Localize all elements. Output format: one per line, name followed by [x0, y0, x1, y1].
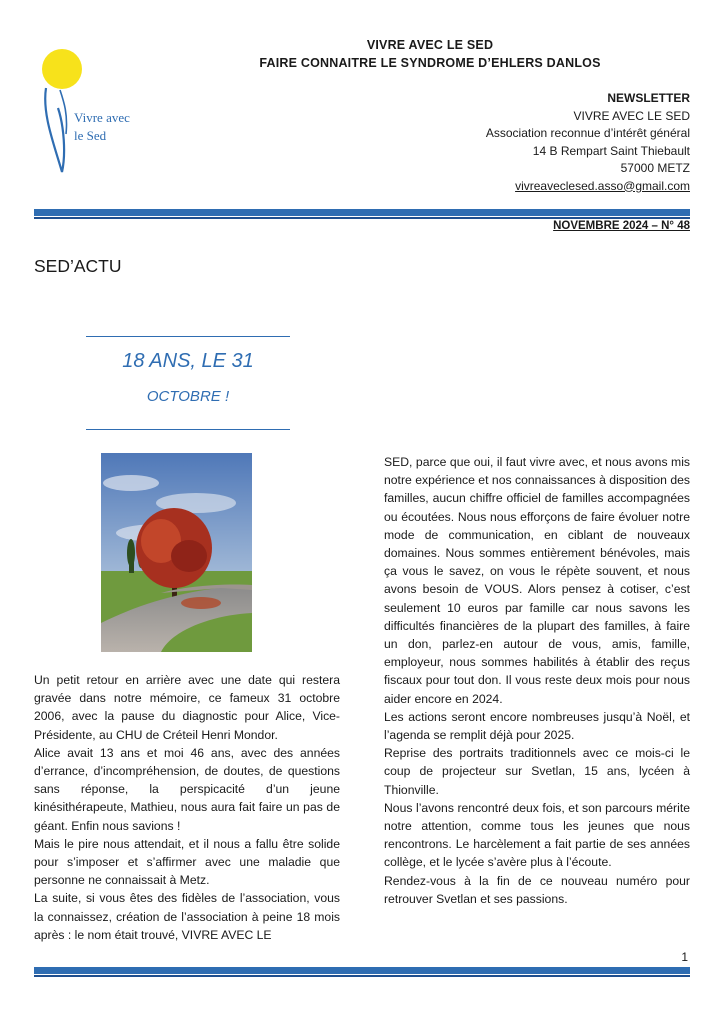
header-divider-thin — [34, 217, 690, 219]
logo-text-line2: le Sed — [74, 128, 107, 143]
paragraph: SED, parce que oui, il faut vivre avec, et nous avons mis notre expérience et nos connaissances à disposition des familles, aucun chiffre officiel de familles accompagnées ou écoutées. Nous nous efforçons de faire évoluer notre mode de communication, en ciblant de nouveaux domaines. Nous sommes entièrement bénévoles, mais ça vous le savez, on vous le répète souvent, et nous avons besoin de VOUS. Alors pensez à cotiser, c’est seulement 10 euros par famille car nous savons les difficultés financières de la plupart des familles, à faire un don, parlez-en autour de vous, amis, famille, employeur, nous sommes habilités à établir des reçus fiscaux pour tout don. Il vous reste deux mois pour nous aider encore en 2024. — [384, 455, 690, 706]
paragraph: Nous l’avons rencontré deux fois, et son parcours mérite notre attention, comme tous les jeunes que nous rencontrons. Le harcèlement a fait partie de ses années collège, et le lycée s’avère plus à l’écoute. — [384, 800, 690, 870]
page-number: 1 — [681, 950, 688, 964]
association-logo — [34, 44, 134, 184]
sun-icon — [42, 49, 82, 89]
email-link[interactable]: vivreaveclesed.asso@gmail.com — [515, 178, 690, 193]
association-name: VIVRE AVEC LE SED — [573, 108, 690, 123]
headline-bottom-rule — [86, 429, 290, 430]
issue-label: NOVEMBRE 2024 – N° 48 — [553, 220, 690, 232]
headline-line1: 18 ANS, LE 31 — [122, 350, 254, 372]
paragraph: Reprise des portraits traditionnels avec ce mois-ci le coup de projecteur sur Svetlan, 15 ans, lycéen à Thionville. — [384, 746, 690, 797]
paragraph: La suite, si vous êtes des fidèles de l’association, vous la connaissez, création de l’association à peine 18 mois après : le nom était trouvé, VIVRE AVEC LE — [34, 891, 340, 942]
headline-top-rule — [86, 336, 290, 337]
paragraph: Mais le pire nous attendait, et il nous a fallu être solide pour s’imposer et s’affirmer avec une maladie que personne ne connaissait à Metz. — [34, 836, 340, 888]
address-street: 14 B Rempart Saint Thiebault — [532, 143, 690, 158]
header-title-line2: FAIRE CONNAITRE LE SYNDROME D’EHLERS DANLOS — [259, 56, 601, 70]
footer-divider-thin — [34, 975, 690, 977]
contact-block — [370, 90, 690, 195]
article-right-column — [384, 453, 690, 908]
logo-text-line1: Vivre avec — [74, 110, 130, 125]
paragraph: Rendez-vous à la fin de ce nouveau numéro pour retrouver Svetlan et ses passions. — [384, 873, 690, 906]
paragraph: Les actions seront encore nombreuses jusqu’à Noël, et l’agenda se remplit déjà pour 2025. — [384, 709, 690, 743]
headline-line2: OCTOBRE ! — [146, 388, 230, 405]
figure-icon — [45, 88, 64, 172]
association-status: Association reconnue d’intérêt général — [485, 126, 690, 140]
header-divider — [34, 209, 690, 216]
autumn-tree-photo — [101, 453, 252, 652]
article-left-column — [34, 671, 340, 944]
footer-divider — [34, 967, 690, 974]
header-title-line1: VIVRE AVEC LE SED — [366, 38, 494, 52]
newsletter-label: NEWSLETTER — [607, 91, 690, 105]
paragraph: Alice avait 13 ans et moi 46 ans, avec des années d’errance, d’incompréhension, de doutes, de questions sans réponse, la perspicacité d’un jeune kinésithérapeute, Mathieu, nous aura fait faire un pas de géant. Enfin nous savions ! — [34, 745, 340, 833]
address-city: 57000 METZ — [620, 161, 690, 175]
paragraph: Un petit retour en arrière avec une date qui restera gravée dans notre mémoire, ce fameux 31 octobre 2006, avec la pause du diagnostic pour Alice, Vice-Présidente, au CHU de Créteil Henri Mondor. — [34, 673, 340, 742]
section-title: SED’ACTU — [34, 256, 122, 276]
